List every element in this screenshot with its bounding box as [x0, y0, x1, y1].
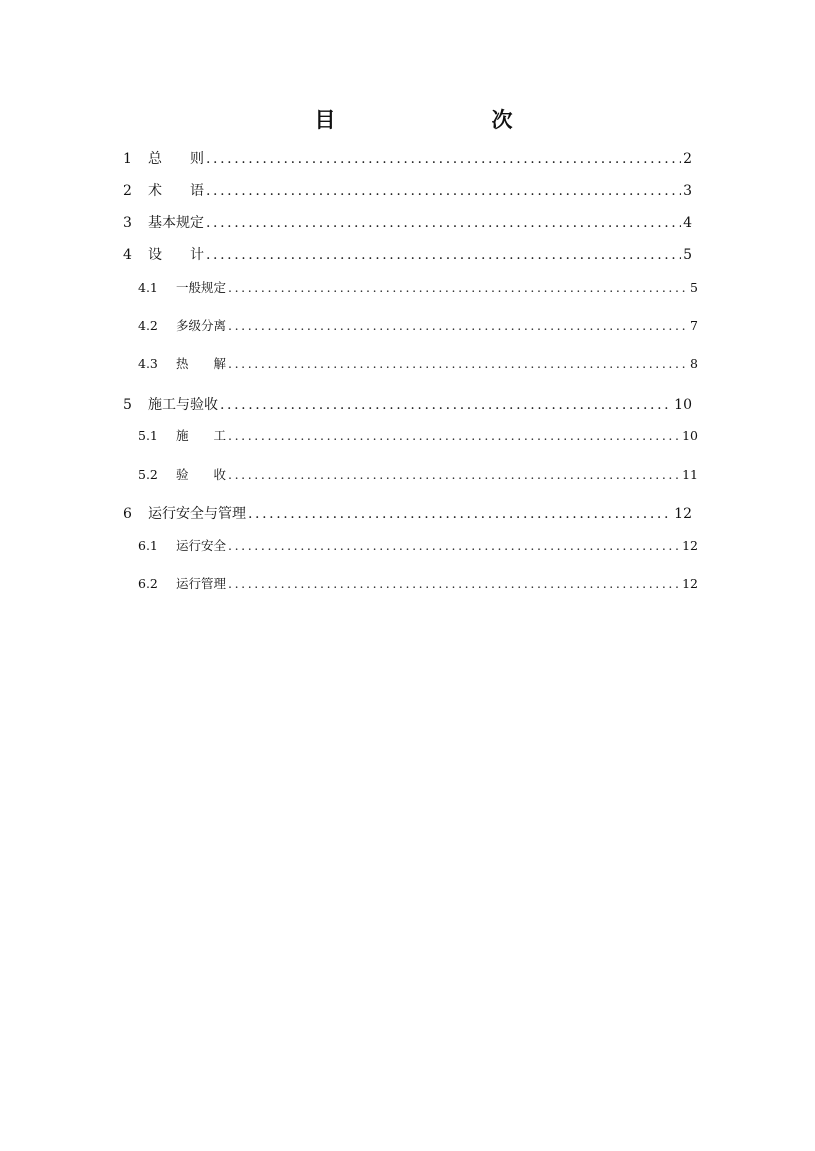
dot-leader	[226, 356, 688, 371]
toc-entry-title: 一般规定	[176, 280, 227, 295]
toc-entry-4[interactable]	[123, 244, 692, 264]
dot-leader	[226, 467, 680, 482]
toc-entry-number: 6.2	[138, 576, 158, 591]
toc-entry-6-2[interactable]	[138, 574, 698, 592]
toc-entry-title: 总 则	[148, 151, 204, 167]
toc-entry-page: 10	[674, 397, 692, 413]
toc-entry-page: 5	[683, 247, 692, 263]
toc-entry-number: 5.1	[138, 428, 158, 443]
dot-leader	[204, 151, 681, 167]
toc-entry-page: 12	[682, 538, 698, 553]
toc-entry-page: 7	[690, 318, 698, 333]
toc-entry-number: 2	[123, 183, 132, 199]
toc-entry-number: 6	[123, 506, 132, 522]
toc-entry-page: 4	[683, 215, 692, 231]
toc-entry-page: 11	[682, 467, 698, 482]
toc-entry-3[interactable]	[123, 212, 692, 232]
toc-entry-number: 6.1	[138, 538, 158, 553]
toc-entry-1[interactable]	[123, 148, 692, 168]
toc-entry-page: 12	[674, 506, 692, 522]
dot-leader	[204, 215, 681, 231]
toc-entry-page: 10	[682, 428, 698, 443]
toc-entry-6-1[interactable]	[138, 536, 698, 554]
toc-entry-4-3[interactable]	[138, 354, 698, 372]
dot-leader	[226, 280, 688, 295]
toc-entry-number: 4.3	[138, 356, 158, 371]
dot-leader	[246, 506, 672, 522]
dot-leader	[226, 318, 688, 333]
toc-title: 目 次	[314, 108, 551, 132]
toc-entry-title: 施 工	[176, 428, 227, 443]
toc-entry-page: 12	[682, 576, 698, 591]
toc-entry-number: 4	[123, 247, 132, 263]
toc-entry-4-1[interactable]	[138, 278, 698, 296]
toc-entry-title: 验 收	[176, 467, 227, 482]
toc-entry-number: 4.2	[138, 318, 158, 333]
toc-entry-title: 施工与验收	[148, 397, 218, 413]
dot-leader	[204, 247, 681, 263]
toc-entry-page: 2	[683, 151, 692, 167]
toc-entry-title: 设 计	[148, 247, 204, 263]
toc-entry-number: 3	[123, 215, 132, 231]
toc-entry-title: 基本规定	[148, 215, 204, 231]
toc-entry-number: 4.1	[138, 280, 158, 295]
toc-entry-number: 5	[123, 397, 132, 413]
toc-entry-6[interactable]	[123, 503, 692, 523]
toc-entry-2[interactable]	[123, 180, 692, 200]
toc-entry-page: 3	[683, 183, 692, 199]
toc-entry-title: 术 语	[148, 183, 204, 199]
dot-leader	[226, 538, 680, 553]
toc-entry-5-1[interactable]	[138, 426, 698, 444]
toc-entry-5-2[interactable]	[138, 465, 698, 483]
toc-entry-title: 运行安全与管理	[148, 506, 246, 522]
dot-leader	[226, 428, 680, 443]
toc-entry-title: 运行安全	[176, 538, 227, 553]
toc-entry-page: 5	[690, 280, 698, 295]
toc-entry-number: 1	[123, 151, 132, 167]
dot-leader	[204, 183, 681, 199]
toc-entry-title: 多级分离	[176, 318, 227, 333]
toc-entry-page: 8	[690, 356, 698, 371]
dot-leader	[226, 576, 680, 591]
toc-entry-title: 运行管理	[176, 576, 227, 591]
toc-entry-title: 热 解	[176, 356, 227, 371]
toc-entry-5[interactable]	[123, 394, 692, 414]
dot-leader	[218, 397, 672, 413]
toc-entry-number: 5.2	[138, 467, 158, 482]
toc-entry-4-2[interactable]	[138, 316, 698, 334]
